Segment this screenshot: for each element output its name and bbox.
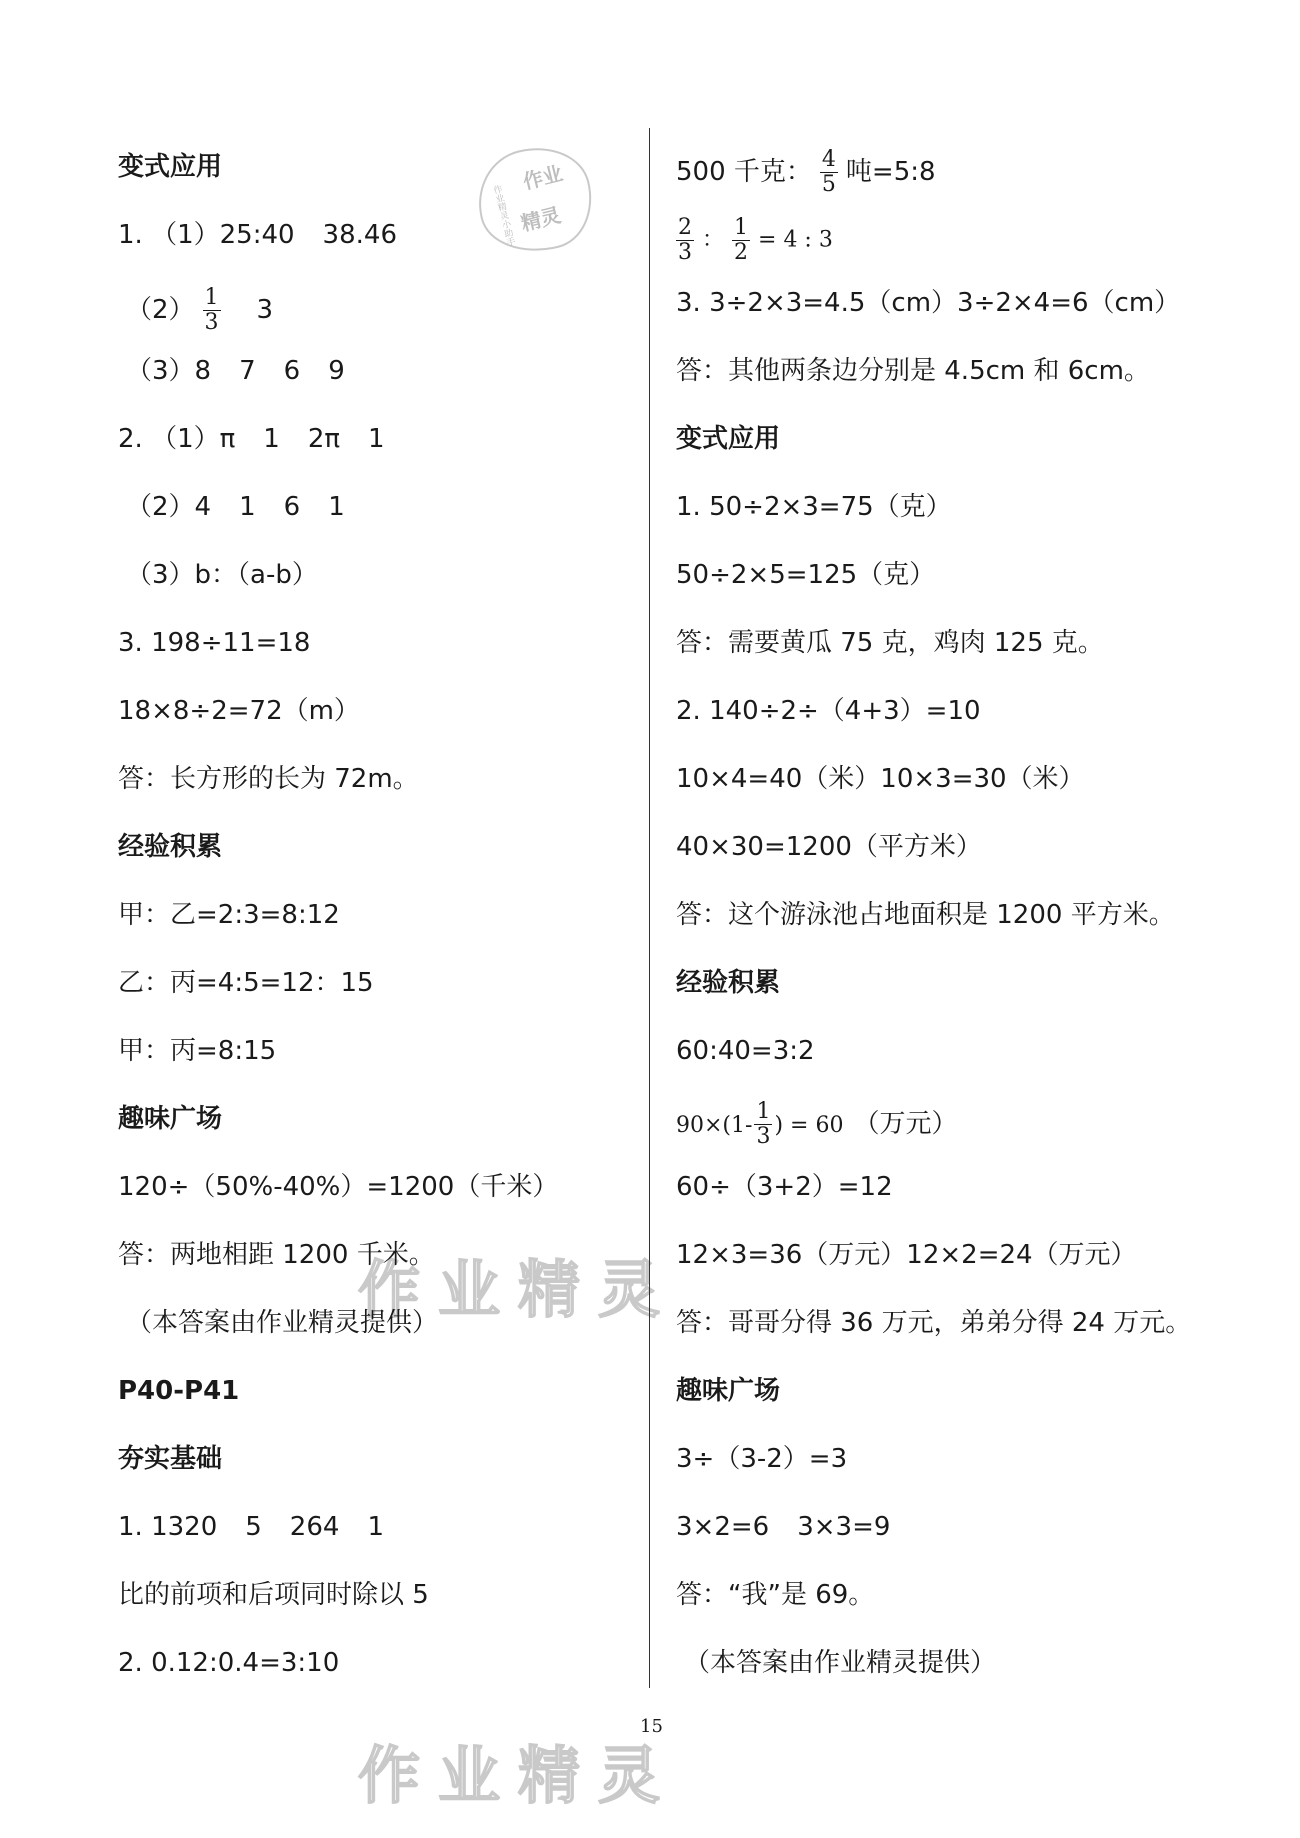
watermark-text-2: 作业精灵 xyxy=(358,1739,679,1812)
answer-text: 264 xyxy=(289,1512,340,1542)
answer-text: 1 xyxy=(368,424,385,454)
answer-text: 1 xyxy=(263,424,280,454)
answer-text: 7 xyxy=(239,356,256,386)
answer-line: 2. 0.12:0.4=3:10 xyxy=(118,1648,340,1678)
answer-line: 2. 140÷2÷（4+3）=10 xyxy=(676,696,981,726)
fraction-numerator: 2 xyxy=(678,215,692,240)
answer-line xyxy=(118,422,385,456)
answer-text: 吨=5:8 xyxy=(845,157,936,187)
answer-text: ) = 60 xyxy=(774,1113,844,1138)
answer-text: （2） xyxy=(126,295,195,325)
answer-text: 1 xyxy=(367,1512,384,1542)
fraction-denominator: 3 xyxy=(756,1124,771,1149)
answer-line xyxy=(126,354,345,388)
answer-line: 答：两地相距 1200 千米。 xyxy=(118,1240,435,1270)
section-heading: 变式应用 xyxy=(676,424,781,454)
credit-note: （本答案由作业精灵提供） xyxy=(684,1648,997,1678)
answer-line: 3. 3÷2×3=4.5（cm）3÷2×4=6（cm） xyxy=(676,288,1181,318)
answer-text: 3 xyxy=(256,295,274,325)
answer-text: 1 xyxy=(328,492,345,522)
answer-line: 18×8÷2=72（m） xyxy=(118,696,360,726)
answer-line xyxy=(676,148,936,197)
fraction-numerator: 1 xyxy=(756,1099,771,1124)
answer-text: 90×(1- xyxy=(676,1113,753,1138)
page-range-heading: P40-P41 xyxy=(118,1376,240,1406)
page-number: 15 xyxy=(640,1716,663,1737)
answer-text: 2π xyxy=(307,424,341,454)
fraction xyxy=(676,216,694,265)
answer-line xyxy=(126,286,273,335)
answer-line xyxy=(126,490,345,524)
answer-line: 甲：丙=8:15 xyxy=(118,1036,277,1066)
fraction-numerator: 1 xyxy=(204,285,219,310)
answer-line xyxy=(676,1510,890,1544)
fraction-denominator: 2 xyxy=(734,240,749,265)
answer-line: 3÷（3-2）=3 xyxy=(676,1444,848,1474)
section-heading: 夯实基础 xyxy=(118,1444,223,1474)
answer-text: = 4 : 3 xyxy=(758,227,833,253)
fraction-denominator: 5 xyxy=(821,172,836,197)
section-heading: 经验积累 xyxy=(676,968,781,998)
answer-line: 乙：丙=4:5=12：15 xyxy=(118,968,374,998)
fraction xyxy=(732,216,750,265)
section-heading: 趣味广场 xyxy=(118,1104,223,1134)
answer-text: 1. 1320 xyxy=(118,1512,218,1542)
answer-line: 10×4=40（米）10×3=30（米） xyxy=(676,764,1085,794)
answer-line: 3. 198÷11=18 xyxy=(118,628,311,658)
answer-text: 3×2=6 xyxy=(676,1512,770,1542)
answer-text: 1. （1）25:40 xyxy=(118,220,295,250)
answer-line xyxy=(676,1100,957,1149)
answer-line: 40×30=1200（平方米） xyxy=(676,832,982,862)
answer-line: 答：哥哥分得 36 万元，弟弟分得 24 万元。 xyxy=(676,1308,1192,1338)
answer-text: 6 xyxy=(283,492,301,522)
answer-text: 38.46 xyxy=(322,220,397,250)
answer-line: 60÷（3+2）=12 xyxy=(676,1172,893,1202)
answer-text: 500 千克： xyxy=(676,157,812,187)
watermark-text-1: 作业精灵 xyxy=(358,1253,679,1326)
watermark-stamp xyxy=(467,136,603,264)
answer-text: （3）8 xyxy=(126,356,212,386)
answer-line: 120÷（50%-40%）=1200（千米） xyxy=(118,1172,559,1202)
answer-line: 1. 50÷2×3=75（克） xyxy=(676,492,952,522)
answer-text: 1 xyxy=(239,492,256,522)
stamp-text-top: 作业 xyxy=(520,160,566,194)
answer-line: 答：“我”是 69。 xyxy=(676,1580,875,1610)
answer-text: 3×3=9 xyxy=(797,1512,891,1542)
answer-line xyxy=(118,1510,384,1544)
answer-text: 9 xyxy=(328,356,345,386)
stamp-text-bottom: 精灵 xyxy=(518,202,564,236)
answer-line: 答：需要黄瓜 75 克，鸡肉 125 克。 xyxy=(676,628,1104,658)
ratio-equation xyxy=(676,216,833,265)
answer-line: 50÷2×5=125（克） xyxy=(676,560,936,590)
answer-text: 5 xyxy=(245,1512,262,1542)
ratio-colon: ： xyxy=(702,227,725,253)
answer-line xyxy=(118,218,397,252)
fraction-numerator: 4 xyxy=(821,147,836,172)
stamp-text-side: 作业精灵小助手 xyxy=(490,183,516,248)
column-divider xyxy=(649,128,650,1688)
answer-line: 比的前项和后项同时除以 5 xyxy=(118,1580,429,1610)
answer-line: 60:40=3:2 xyxy=(676,1036,815,1066)
fraction-denominator: 3 xyxy=(678,240,692,265)
fraction-numerator: 1 xyxy=(734,215,749,240)
answer-line: 答：这个游泳池占地面积是 1200 平方米。 xyxy=(676,900,1175,930)
answer-text: 6 xyxy=(283,356,301,386)
section-heading: 趣味广场 xyxy=(676,1376,781,1406)
answer-line: 答：长方形的长为 72m。 xyxy=(118,764,419,794)
answer-line: （3）b：（a-b） xyxy=(126,560,318,590)
credit-note: （本答案由作业精灵提供） xyxy=(126,1308,439,1338)
answer-text: （万元） xyxy=(853,1109,958,1139)
answer-line: 甲：乙=2:3=8:12 xyxy=(118,900,340,930)
section-heading: 经验积累 xyxy=(118,832,223,862)
fraction-denominator: 3 xyxy=(204,310,219,335)
fraction xyxy=(754,1100,772,1149)
answer-line: 答：其他两条边分别是 4.5cm 和 6cm。 xyxy=(676,356,1150,386)
fraction xyxy=(203,286,221,335)
section-heading: 变式应用 xyxy=(118,152,223,182)
answer-line: 12×3=36（万元）12×2=24（万元） xyxy=(676,1240,1137,1270)
answer-text: 2. （1）π xyxy=(118,424,236,454)
fraction xyxy=(820,148,838,197)
answer-text: （2）4 xyxy=(126,492,212,522)
